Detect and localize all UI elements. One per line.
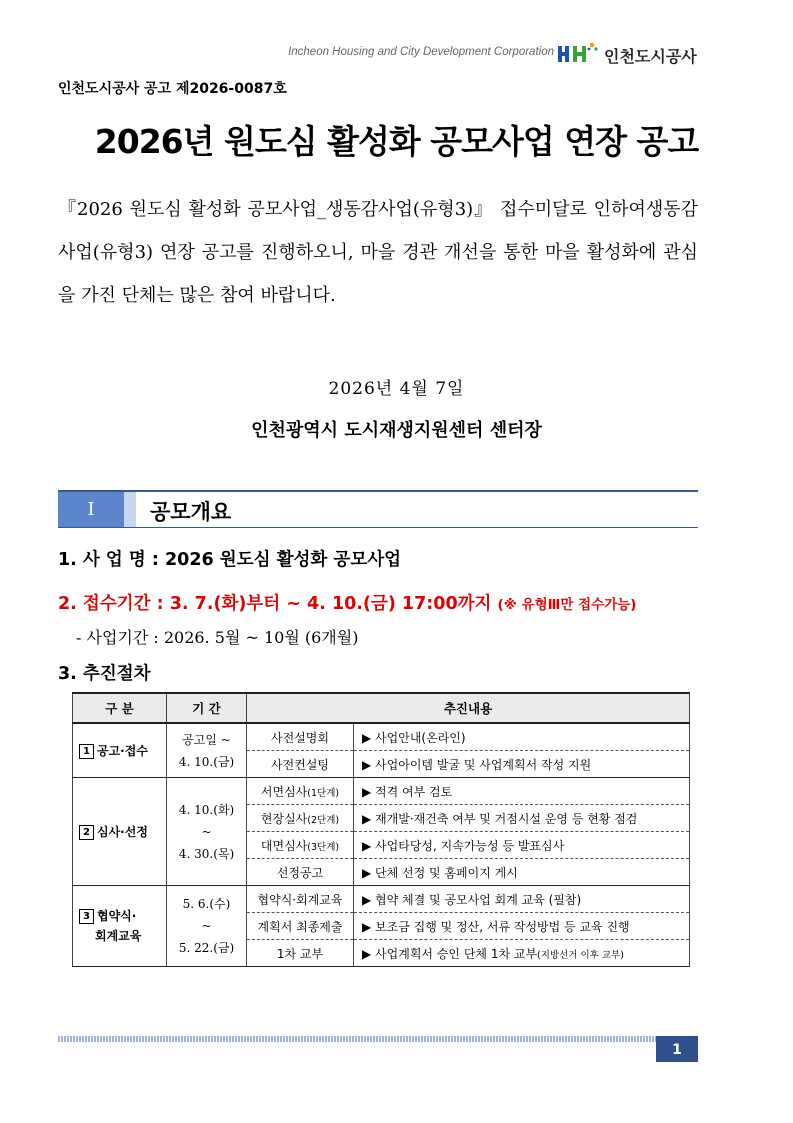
section-bottom-rule: [58, 527, 698, 528]
stage-label: 협약식·: [97, 909, 137, 923]
section-title: 공모개요: [150, 500, 232, 524]
step-cell: 사전컨설팅: [247, 751, 354, 778]
period-line: 4. 10.(금): [178, 754, 235, 769]
reception-period-note: (※ 유형Ⅲ만 접수가능): [497, 597, 637, 613]
project-name-item: 1. 사 업 명 : 2026 원도심 활성화 공모사업: [58, 550, 402, 570]
stage-label: 공고·접수: [97, 743, 148, 758]
content-cell: ▶ 사업타당성, 지속가능성 등 발표심사: [354, 832, 690, 859]
content-note: (지방선거 이후 교부): [537, 949, 624, 961]
period-cell: [167, 778, 247, 886]
stage-label: 심사·선정: [97, 824, 148, 839]
reception-period-item: [58, 590, 636, 615]
content-text: ▶ 사업계획서 승인 단체 1차 교부: [362, 946, 538, 961]
step-label: 현장실사: [260, 811, 308, 826]
step-cell: 선정공고: [247, 859, 354, 886]
org-english-name: Incheon Housing and City Development Corporation: [288, 46, 554, 58]
step-cell: 사전설명회: [247, 723, 354, 751]
section-number: Ⅰ: [58, 492, 124, 527]
period-cell: [167, 723, 247, 778]
table-row: [73, 778, 690, 805]
content-cell: ▶ 보조금 집행 및 정산, 서류 작성방법 등 교육 진행: [354, 913, 690, 940]
step-sublabel: (3단계): [307, 841, 340, 853]
step-sublabel: (2단계): [307, 814, 340, 826]
step-cell: 1차 교부: [247, 940, 354, 967]
project-period-item: - 사업기간 : 2026. 5월 ~ 10월 (6개월): [76, 628, 359, 647]
reception-period-text: 2. 접수기간 : 3. 7.(화)부터 ~ 4. 10.(금) 17:00까지: [58, 594, 492, 614]
period-line: 공고일 ~: [182, 732, 231, 747]
table-row: [73, 723, 690, 751]
procedure-item: 3. 추진절차: [58, 664, 151, 684]
step-cell: 계획서 최종제출: [247, 913, 354, 940]
content-cell: ▶ 단체 선정 및 홈페이지 게시: [354, 859, 690, 886]
table-header-row: [73, 693, 690, 723]
step-sublabel: (1단계): [307, 787, 340, 799]
header-category: 구 분: [73, 693, 167, 723]
stage-cell: [73, 778, 167, 886]
table-row: [73, 886, 690, 913]
footer-rule: [58, 1036, 656, 1042]
procedure-table: [72, 692, 690, 967]
period-cell: [167, 886, 247, 967]
content-cell: ▶ 사업아이템 발굴 및 사업계획서 작성 지원: [354, 751, 690, 778]
announcement-date: 2026년 4월 7일: [328, 379, 465, 399]
page-title: 2026년 원도심 활성화 공모사업 연장 공고: [94, 122, 699, 161]
header-period: 기 간: [167, 693, 247, 723]
step-label: 서면심사: [260, 784, 308, 799]
content-cell: [354, 940, 690, 967]
period-line: 5. 6.(수): [182, 897, 231, 911]
stage-number: 2: [79, 825, 94, 840]
period-line: 4. 30.(목): [178, 846, 235, 861]
section-top-rule: [58, 490, 698, 492]
content-cell: ▶ 재개발·재건축 여부 및 거점시설 운영 등 현황 점검: [354, 805, 690, 832]
period-line: 5. 22.(금): [178, 941, 235, 955]
section-number-shade: [124, 492, 136, 527]
stage-number: 3: [79, 909, 94, 924]
content-cell: ▶ 협약 체결 및 공모사업 회계 교육 (필참): [354, 886, 690, 913]
stage-cell: [73, 886, 167, 967]
step-cell: [247, 778, 354, 805]
stage-number: 1: [79, 744, 94, 759]
stage-label: 회계교육: [95, 929, 142, 943]
ih-logo-icon: [556, 40, 600, 66]
content-cell: ▶ 사업안내(온라인): [354, 723, 690, 751]
org-logo: [556, 36, 701, 68]
stage-cell: [73, 723, 167, 778]
content-cell: ▶ 적격 여부 검토: [354, 778, 690, 805]
announcement-body: 『2026 원도심 활성화 공모사업_생동감사업(유형3)』 접수미달로 인하여생동감사업(유형3) 연장 공고를 진행하오니, 마을 경관 개선을 통한 마을 활성화에 관심을 가진 단체는 많은 참여 바랍니다.: [58, 199, 698, 306]
step-cell: [247, 832, 354, 859]
period-line: 4. 10.(화): [178, 802, 235, 817]
org-korean-name: 인천도시공사: [604, 47, 697, 66]
period-line: ~: [201, 919, 212, 933]
issuer: 인천광역시 도시재생지원센터 센터장: [251, 420, 542, 441]
step-label: 대면심사: [260, 838, 308, 853]
page-number: 1: [656, 1036, 698, 1062]
step-cell: 협약식·회계교육: [247, 886, 354, 913]
header-content: 추진내용: [247, 693, 690, 723]
notice-number: 인천도시공사 공고 제2026-0087호: [58, 81, 287, 97]
step-cell: [247, 805, 354, 832]
period-line: ~: [201, 824, 212, 839]
